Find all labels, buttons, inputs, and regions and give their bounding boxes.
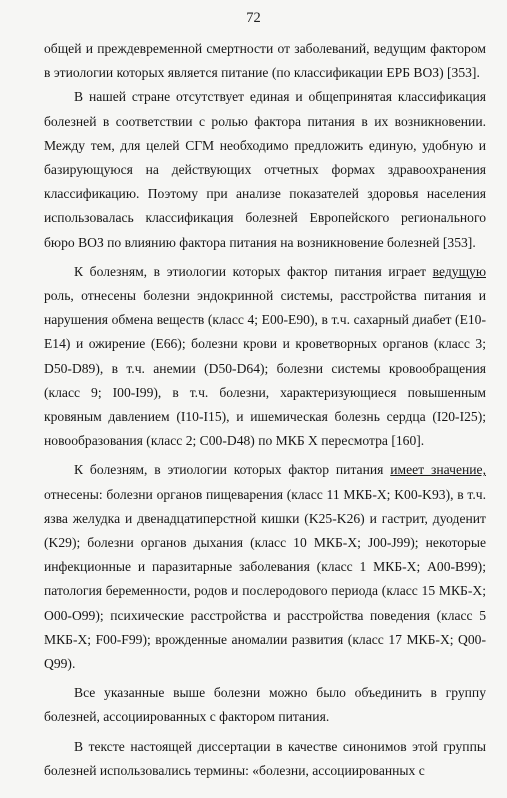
paragraph-text: Все указанные выше болезни можно было объединить в группу болезней, ассоциированных с фактором питания. [44, 685, 486, 725]
paragraph-synonyms [44, 735, 486, 783]
paragraph-text: В тексте настоящей диссертации в качестве синонимов этой группы болезней использовались термины: «болезни, ассоциированных с [44, 738, 486, 778]
underlined-term-leading: ведущую [432, 263, 486, 279]
paragraph-text: К болезням, в этиологии которых фактор питания играет [74, 263, 433, 279]
page-number: 72 [246, 10, 261, 26]
paragraph-text: К болезням, в этиологии которых фактор питания [74, 462, 391, 478]
paragraph-significant-role [44, 458, 486, 676]
paragraph-leading-role [44, 260, 486, 454]
paragraph-group-summary [44, 681, 486, 729]
paragraph-classification [44, 85, 486, 254]
paragraph-text: роль, отнесены болезни эндокринной системы, расстройства питания и нарушения обмена веществ (класс 4; E00-E90), в т.ч. сахарный диабет (E10-E14) и ожирение (E66); болезни крови и кроветворных органов (класс 3; D50-D89), в т.ч. анемии (D50-D64); болезни системы кровообращения (класс 9; I00-I99), в т.ч. болезни, характеризующиеся повышенным кровяным давлением (I10-I15), и ишемическая болезнь сердца (I20-I25); новообразования (класс 2; C00-D48) по МКБ X пересмотра [160]. [44, 288, 486, 449]
paragraph-text: общей и преждевременной смертности от заболеваний, ведущим фактором в этиологии которых является питание (по классификации ЕРБ ВОЗ) [353]. [44, 41, 486, 81]
underlined-term-significant: имеет значение, [390, 462, 486, 478]
body-text [44, 37, 486, 783]
paragraph-text: В нашей стране отсутствует единая и общепринятая классификация болезней в соответствии с ролью фактора питания в их возникновении. Между тем, для целей СГМ необходимо предложить единую, удобную и базирующуюся на действующих отчетных формах здравоохранения классификацию. Поэтому при анализе показателей здоровья населения использовалась классификация болезней Европейского регионального бюро ВОЗ по влиянию фактора питания на возникновение болезней [353]. [44, 89, 486, 250]
paragraph-text: отнесены: болезни органов пищеварения (класс 11 МКБ-Х; K00-K93), в т.ч. язва желудка и двенадцатиперстной кишки (K25-K26) и гастрит, дуоденит (K29); болезни органов дыхания (класс 10 МКБ-Х; J00-J99); некоторые инфекционные и паразитарные заболевания (класс 1 МКБ-Х; A00-B99); патология беременности, родов и послеродового периода (класс 15 МКБ-Х; O00-O99); психические расстройства и расстройства поведения (класс 5 МКБ-Х; F00-F99); врожденные аномалии развития (класс 17 МКБ-Х; Q00-Q99). [44, 486, 486, 672]
paragraph-continuation [44, 37, 486, 85]
